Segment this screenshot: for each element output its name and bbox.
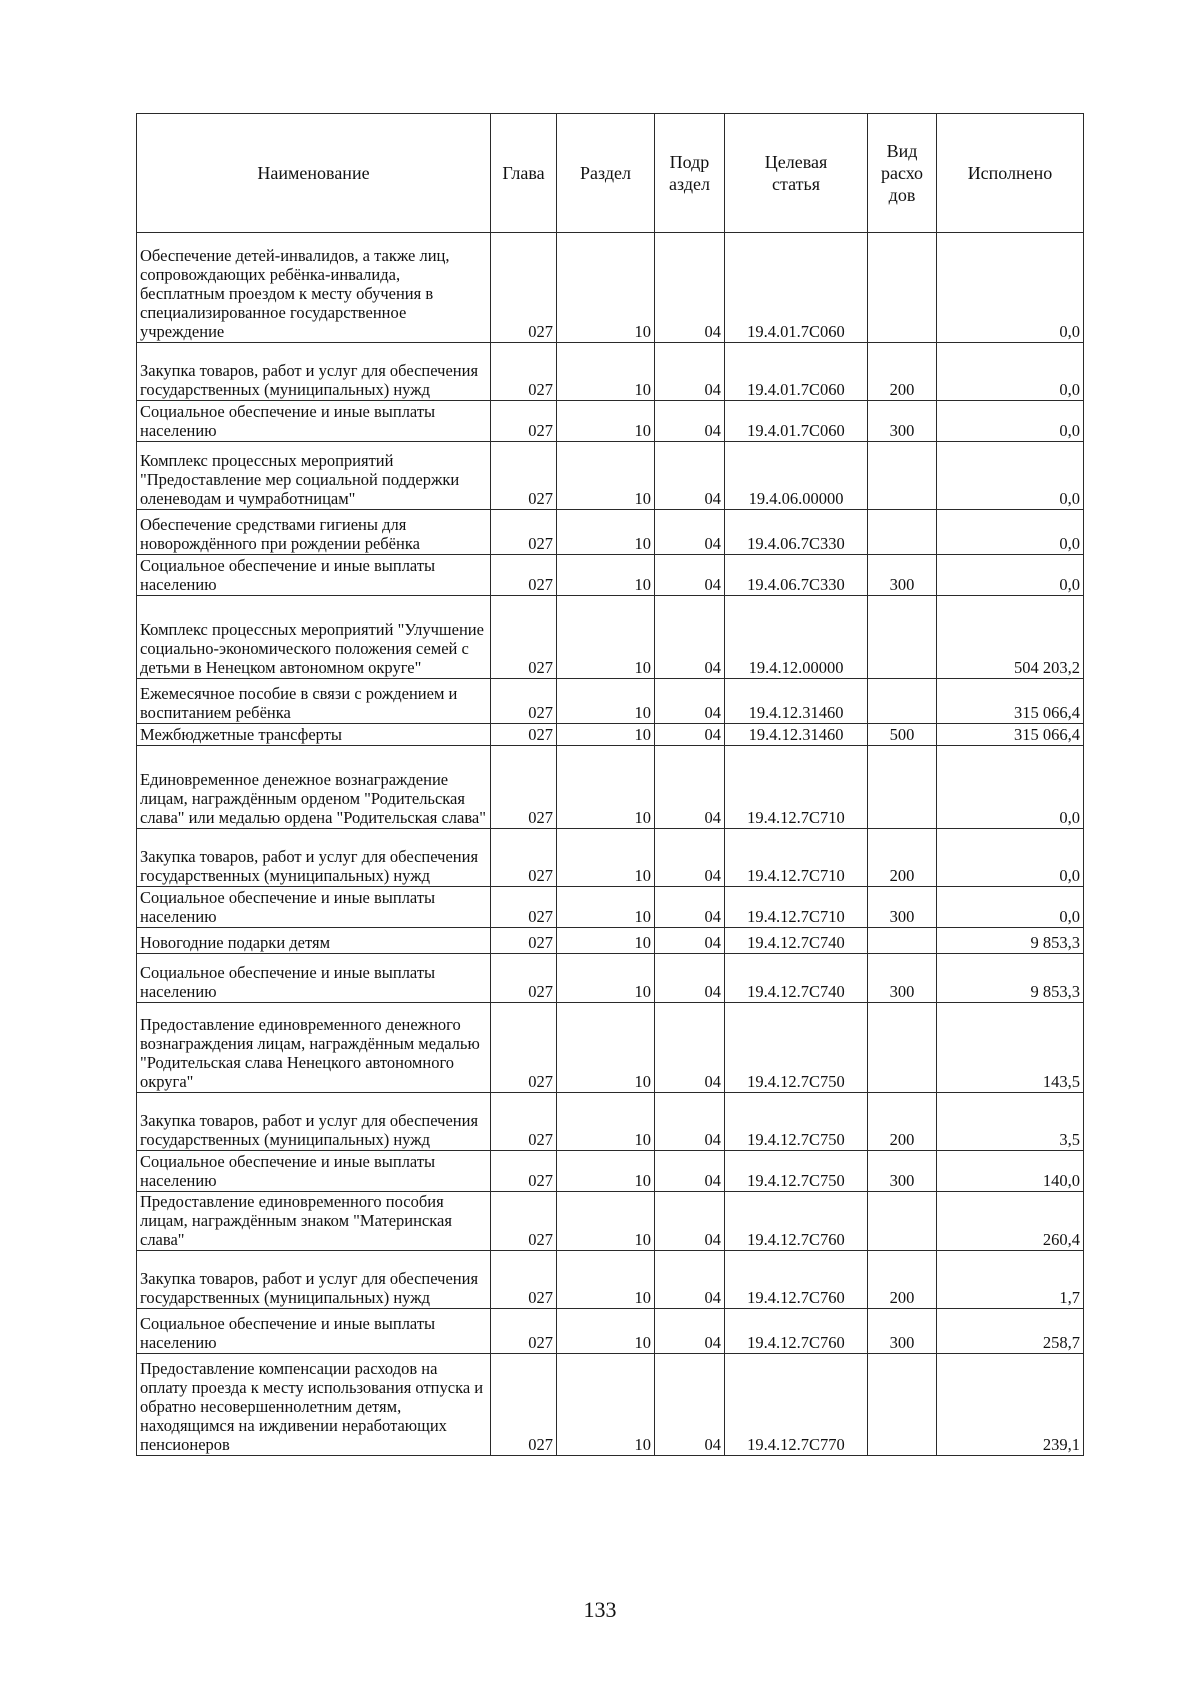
table-cell-subsection: 04: [655, 343, 725, 401]
table-cell-name: Предоставление единовременного пособия лицам, награждённым знаком "Материнская слава": [137, 1192, 491, 1251]
table-cell-executed: 0,0: [937, 510, 1084, 555]
table-cell-section: 10: [557, 1093, 655, 1151]
table-cell-executed: 239,1: [937, 1354, 1084, 1456]
table-cell-subsection: 04: [655, 1309, 725, 1354]
table-row: [137, 829, 1084, 887]
table-cell-target: 19.4.12.7С760: [725, 1251, 868, 1309]
table-cell-executed: 1,7: [937, 1251, 1084, 1309]
table-cell-section: 10: [557, 829, 655, 887]
table-cell-subsection: 04: [655, 1003, 725, 1093]
table-cell-chapter: 027: [491, 1003, 557, 1093]
table-cell-name: Единовременное денежное вознаграждение лицам, награждённым орденом "Родительская слава" или медалью ордена "Родительская слава": [137, 746, 491, 829]
header-subsection: Подр аздел: [655, 114, 725, 233]
table-cell-executed: 258,7: [937, 1309, 1084, 1354]
table-cell-executed: 9 853,3: [937, 928, 1084, 954]
table-cell-name: Межбюджетные трансферты: [137, 724, 491, 746]
header-name: Наименование: [137, 114, 491, 233]
budget-execution-table: [136, 113, 1084, 1456]
table-cell-section: 10: [557, 954, 655, 1003]
table-cell-target: 19.4.12.00000: [725, 596, 868, 679]
table-cell-target: 19.4.01.7С060: [725, 401, 868, 442]
table-cell-target: 19.4.12.31460: [725, 724, 868, 746]
table-cell-executed: 315 066,4: [937, 679, 1084, 724]
table-cell-expense-type: 300: [868, 887, 937, 928]
table-cell-expense-type: [868, 928, 937, 954]
table-cell-target: 19.4.12.7С710: [725, 746, 868, 829]
table-cell-executed: 315 066,4: [937, 724, 1084, 746]
table-cell-subsection: 04: [655, 679, 725, 724]
table-row: [137, 596, 1084, 679]
table-cell-chapter: 027: [491, 1309, 557, 1354]
table-cell-executed: 0,0: [937, 233, 1084, 343]
table-cell-expense-type: 200: [868, 1093, 937, 1151]
table-cell-section: 10: [557, 401, 655, 442]
table-cell-name: Закупка товаров, работ и услуг для обеспечения государственных (муниципальных) нужд: [137, 343, 491, 401]
table-cell-chapter: 027: [491, 887, 557, 928]
table-cell-name: Комплекс процессных мероприятий "Улучшение социально-экономического положения семей с детьми в Ненецком автономном округе": [137, 596, 491, 679]
table-row: [137, 887, 1084, 928]
table-cell-target: 19.4.12.7С760: [725, 1192, 868, 1251]
table-row: [137, 401, 1084, 442]
table-cell-subsection: 04: [655, 1251, 725, 1309]
table-cell-section: 10: [557, 1192, 655, 1251]
table-cell-name: Закупка товаров, работ и услуг для обеспечения государственных (муниципальных) нужд: [137, 1251, 491, 1309]
table-cell-target: 19.4.12.7С750: [725, 1003, 868, 1093]
table-cell-executed: 0,0: [937, 401, 1084, 442]
table-cell-section: 10: [557, 746, 655, 829]
table-cell-expense-type: [868, 746, 937, 829]
table-cell-executed: 143,5: [937, 1003, 1084, 1093]
table-cell-target: 19.4.12.7С710: [725, 887, 868, 928]
table-cell-target: 19.4.12.7С760: [725, 1309, 868, 1354]
header-executed: Исполнено: [937, 114, 1084, 233]
table-row: [137, 343, 1084, 401]
table-row: [137, 442, 1084, 510]
table-cell-subsection: 04: [655, 829, 725, 887]
table-cell-expense-type: [868, 233, 937, 343]
table-cell-subsection: 04: [655, 596, 725, 679]
table-cell-section: 10: [557, 1151, 655, 1192]
table-cell-name: Социальное обеспечение и иные выплаты населению: [137, 954, 491, 1003]
table-row: [137, 1251, 1084, 1309]
table-cell-section: 10: [557, 679, 655, 724]
table-cell-chapter: 027: [491, 596, 557, 679]
table-cell-expense-type: 300: [868, 954, 937, 1003]
table-cell-target: 19.4.12.7С750: [725, 1151, 868, 1192]
table-cell-target: 19.4.06.00000: [725, 442, 868, 510]
header-expense-type: Вид расхо дов: [868, 114, 937, 233]
budget-table-container: [136, 113, 1083, 1456]
table-row: [137, 1003, 1084, 1093]
table-cell-name: Обеспечение детей-инвалидов, а также лиц, сопровождающих ребёнка-инвалида, бесплатным проездом к месту обучения в специализированное государственное учреждение: [137, 233, 491, 343]
table-cell-expense-type: [868, 679, 937, 724]
table-header-row: [137, 114, 1084, 233]
table-cell-expense-type: 200: [868, 343, 937, 401]
table-cell-name: Предоставление компенсации расходов на оплату проезда к месту использования отпуска и обратно несовершеннолетним детям, находящимся на иждивении неработающих пенсионеров: [137, 1354, 491, 1456]
table-row: [137, 1151, 1084, 1192]
table-cell-executed: 0,0: [937, 343, 1084, 401]
header-target: Целевая статья: [725, 114, 868, 233]
table-cell-section: 10: [557, 887, 655, 928]
table-row: [137, 954, 1084, 1003]
table-cell-subsection: 04: [655, 555, 725, 596]
table-cell-subsection: 04: [655, 1151, 725, 1192]
table-cell-target: 19.4.01.7С060: [725, 233, 868, 343]
table-cell-chapter: 027: [491, 724, 557, 746]
table-row: [137, 1192, 1084, 1251]
table-cell-section: 10: [557, 1354, 655, 1456]
table-cell-subsection: 04: [655, 401, 725, 442]
table-cell-chapter: 027: [491, 510, 557, 555]
table-cell-name: Социальное обеспечение и иные выплаты населению: [137, 887, 491, 928]
table-cell-expense-type: [868, 1192, 937, 1251]
table-cell-subsection: 04: [655, 1192, 725, 1251]
table-cell-section: 10: [557, 442, 655, 510]
table-cell-name: Комплекс процессных мероприятий "Предоставление мер социальной поддержки оленеводам и чумработницам": [137, 442, 491, 510]
table-cell-target: 19.4.06.7С330: [725, 555, 868, 596]
table-cell-target: 19.4.06.7С330: [725, 510, 868, 555]
table-cell-chapter: 027: [491, 928, 557, 954]
table-cell-chapter: 027: [491, 1192, 557, 1251]
table-cell-name: Обеспечение средствами гигиены для новорождённого при рождении ребёнка: [137, 510, 491, 555]
table-cell-chapter: 027: [491, 829, 557, 887]
table-row: [137, 510, 1084, 555]
table-cell-target: 19.4.12.7С770: [725, 1354, 868, 1456]
table-cell-section: 10: [557, 1003, 655, 1093]
table-cell-section: 10: [557, 343, 655, 401]
table-cell-subsection: 04: [655, 233, 725, 343]
table-cell-chapter: 027: [491, 1151, 557, 1192]
table-row: [137, 1354, 1084, 1456]
table-cell-executed: 3,5: [937, 1093, 1084, 1151]
table-cell-chapter: 027: [491, 343, 557, 401]
table-body: [137, 233, 1084, 1456]
table-cell-section: 10: [557, 555, 655, 596]
table-cell-executed: 0,0: [937, 442, 1084, 510]
table-cell-subsection: 04: [655, 954, 725, 1003]
table-row: [137, 555, 1084, 596]
table-cell-chapter: 027: [491, 1251, 557, 1309]
table-cell-chapter: 027: [491, 1093, 557, 1151]
table-cell-section: 10: [557, 510, 655, 555]
table-row: [137, 928, 1084, 954]
table-cell-expense-type: 300: [868, 1151, 937, 1192]
table-cell-chapter: 027: [491, 679, 557, 724]
table-cell-target: 19.4.01.7С060: [725, 343, 868, 401]
table-row: [137, 746, 1084, 829]
table-cell-subsection: 04: [655, 746, 725, 829]
table-cell-expense-type: [868, 1354, 937, 1456]
table-cell-executed: 0,0: [937, 555, 1084, 596]
table-cell-expense-type: 300: [868, 1309, 937, 1354]
table-row: [137, 1093, 1084, 1151]
table-cell-section: 10: [557, 1309, 655, 1354]
table-cell-executed: 504 203,2: [937, 596, 1084, 679]
table-cell-expense-type: [868, 596, 937, 679]
table-cell-name: Новогодние подарки детям: [137, 928, 491, 954]
table-cell-name: Закупка товаров, работ и услуг для обеспечения государственных (муниципальных) нужд: [137, 829, 491, 887]
table-cell-name: Ежемесячное пособие в связи с рождением и воспитанием ребёнка: [137, 679, 491, 724]
table-cell-chapter: 027: [491, 442, 557, 510]
table-cell-chapter: 027: [491, 401, 557, 442]
table-cell-executed: 0,0: [937, 829, 1084, 887]
table-cell-target: 19.4.12.7С750: [725, 1093, 868, 1151]
table-cell-section: 10: [557, 596, 655, 679]
table-cell-expense-type: [868, 1003, 937, 1093]
table-cell-subsection: 04: [655, 1093, 725, 1151]
table-row: [137, 679, 1084, 724]
table-cell-subsection: 04: [655, 1354, 725, 1456]
table-cell-target: 19.4.12.7С740: [725, 954, 868, 1003]
table-cell-expense-type: 200: [868, 1251, 937, 1309]
table-cell-chapter: 027: [491, 233, 557, 343]
table-cell-section: 10: [557, 233, 655, 343]
table-cell-name: Предоставление единовременного денежного вознаграждения лицам, награждённым медалью "Родительская слава Ненецкого автономного округа": [137, 1003, 491, 1093]
table-cell-section: 10: [557, 928, 655, 954]
table-cell-executed: 9 853,3: [937, 954, 1084, 1003]
table-row: [137, 724, 1084, 746]
table-cell-subsection: 04: [655, 887, 725, 928]
table-cell-section: 10: [557, 724, 655, 746]
table-cell-subsection: 04: [655, 442, 725, 510]
table-cell-executed: 0,0: [937, 887, 1084, 928]
table-cell-chapter: 027: [491, 1354, 557, 1456]
table-cell-expense-type: 200: [868, 829, 937, 887]
header-chapter: Глава: [491, 114, 557, 233]
table-cell-name: Социальное обеспечение и иные выплаты населению: [137, 555, 491, 596]
table-cell-expense-type: [868, 510, 937, 555]
header-section: Раздел: [557, 114, 655, 233]
table-cell-expense-type: 300: [868, 555, 937, 596]
table-row: [137, 1309, 1084, 1354]
table-cell-name: Социальное обеспечение и иные выплаты населению: [137, 401, 491, 442]
table-cell-name: Закупка товаров, работ и услуг для обеспечения государственных (муниципальных) нужд: [137, 1093, 491, 1151]
table-cell-section: 10: [557, 1251, 655, 1309]
table-cell-subsection: 04: [655, 510, 725, 555]
table-cell-executed: 260,4: [937, 1192, 1084, 1251]
table-cell-chapter: 027: [491, 555, 557, 596]
table-row: [137, 233, 1084, 343]
table-cell-chapter: 027: [491, 746, 557, 829]
table-cell-expense-type: 300: [868, 401, 937, 442]
table-cell-target: 19.4.12.7С710: [725, 829, 868, 887]
table-cell-target: 19.4.12.7С740: [725, 928, 868, 954]
table-cell-expense-type: [868, 442, 937, 510]
table-cell-expense-type: 500: [868, 724, 937, 746]
table-cell-subsection: 04: [655, 928, 725, 954]
table-cell-subsection: 04: [655, 724, 725, 746]
table-cell-executed: 0,0: [937, 746, 1084, 829]
table-cell-target: 19.4.12.31460: [725, 679, 868, 724]
table-cell-executed: 140,0: [937, 1151, 1084, 1192]
table-cell-name: Социальное обеспечение и иные выплаты населению: [137, 1151, 491, 1192]
table-cell-name: Социальное обеспечение и иные выплаты населению: [137, 1309, 491, 1354]
page-number: 133: [583, 1597, 617, 1622]
table-cell-chapter: 027: [491, 954, 557, 1003]
